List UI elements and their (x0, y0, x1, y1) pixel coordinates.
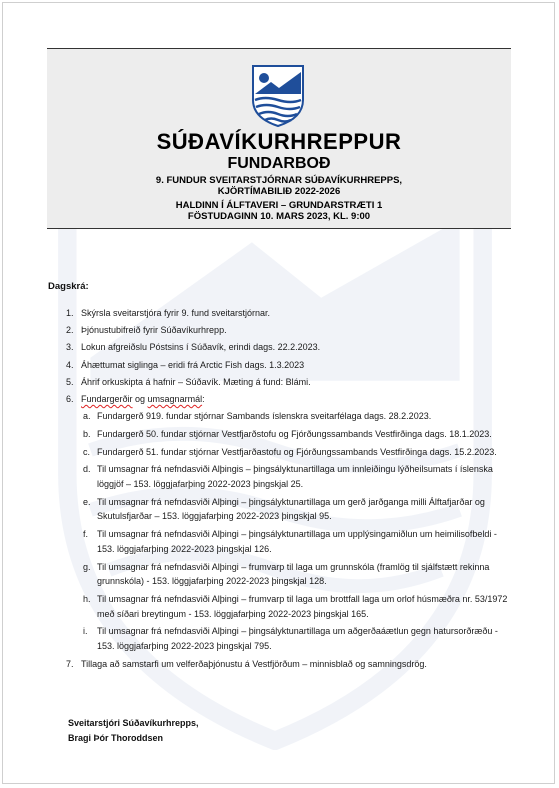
item-text: Áhrif orkuskipta á hafnir – Súðavík. Mæting á fund: Blámi. (81, 376, 311, 387)
meeting-line-1: 9. FUNDUR SVEITARSTJÓRNAR SÚÐAVÍKURHREPPS, (155, 175, 403, 186)
sub-list-item (48, 427, 516, 442)
list-item (48, 306, 516, 321)
meeting-line-3: HALDINN Í ÁLFTAVERI – GRUNDARSTRÆTI 1 (175, 200, 383, 211)
sub-item-letter: g. (83, 561, 91, 572)
sub-item-letter: i. (83, 626, 88, 637)
meeting-line-4: FÖSTUDAGINN 10. MARS 2023, KL. 9:00 (187, 211, 371, 222)
sub-item-letter: h. (83, 593, 91, 604)
item-number: 6. (66, 393, 74, 404)
item-text-minutes: Fundargerðir (81, 393, 133, 404)
sub-item-text: Fundargerð 51. fundar stjórnar Vestfjarðastofu og Fjórðungssambands Vestfirðinga dags. 15.2.2023. (97, 446, 497, 457)
sub-item-letter: c. (83, 446, 91, 457)
meeting-line-2: KJÖRTÍMABILIÐ 2022-2026 (217, 186, 341, 197)
item-text-colon: : (202, 393, 205, 404)
list-item (48, 375, 516, 390)
signature-role: Sveitarstjóri Súðavíkurhrepps, (68, 718, 199, 728)
sub-item-letter: b. (83, 428, 91, 439)
sub-list-item (48, 409, 516, 424)
sub-list-item (48, 495, 516, 524)
sub-list-item (48, 560, 516, 589)
sub-item-text: Til umsagnar frá nefndasviði Alþingi – frumvarp til laga um brottfall laga um orlof húsmæðra nr. 53/1972 með síðari breytingum - 153. löggjafarþing 2022-2023 þingskjal 165. (97, 593, 508, 619)
list-item (48, 340, 516, 355)
list-item (48, 358, 516, 373)
item-text: Tillaga að samstarfi um velferðaþjónustu á Vestfjörðum – minnisblað og samningsdrög. (81, 658, 427, 669)
municipality-title: SÚÐAVÍKURHREPPUR (156, 129, 402, 154)
sub-item-letter: e. (83, 496, 91, 507)
signature-block (68, 716, 199, 746)
sub-item-text: Fundargerð 50. fundar stjórnar Vestfjarðstofu og Fjórðungssambands Vestfirðinga dags. 18.1.2023. (97, 428, 492, 439)
crest-logo-icon (251, 64, 305, 128)
signature-name: Bragi Þór Thoroddsen (68, 733, 164, 743)
item-number: 5. (66, 376, 74, 387)
letterhead (47, 48, 511, 229)
list-item (48, 323, 516, 338)
sub-list-item (48, 527, 516, 556)
item-number: 1. (66, 308, 74, 318)
sub-item-letter: a. (83, 411, 91, 422)
sub-list-item (48, 445, 516, 460)
agenda-list (48, 306, 516, 674)
agenda-heading: Dagskrá: (48, 281, 89, 292)
sub-list-item (48, 624, 516, 653)
item-text: Þjónustubifreið fyrir Súðavíkurhrepp. (81, 325, 227, 336)
item-text: Áhættumat siglinga – eridi frá Arctic Fish dags. 1.3.2023 (81, 359, 305, 370)
list-item (48, 392, 516, 407)
list-item (48, 657, 516, 672)
sub-item-letter: f. (83, 529, 89, 540)
sub-list-item (48, 592, 516, 621)
sub-item-text: Til umsagnar frá nefndasviði Alþingi – þingsályktunartillaga um gerð jarðganga milli Álftafjarðar og Skutulsfjarðar – 153. löggjafarþing 2022-2023 þingskjal 95. (97, 496, 485, 522)
sub-item-text: Fundargerð 919. fundar stjórnar Sambands íslenskra sveitarfélaga dags. 28.2.2023. (97, 411, 432, 422)
sub-item-text: Til umsagnar frá nefndasviði Alþingis – þingsályktunartillaga um innleiðingu lýðheilsumats í íslenska löggjöf – 153. löggjafarþing 2022-2023 þingskjal 25. (97, 464, 493, 490)
item-text: Lokun afgreiðslu Póstsins í Súðavík, erindi dags. 22.2.2023. (81, 342, 321, 353)
item-number: 2. (66, 325, 74, 336)
sub-item-text: Til umsagnar frá nefndasviði Alþingi – þingsályktunartillaga um aðgerðaáætlun gegn hatursorðræðu - 153. löggjafarþing 2022-2023 þingskjal 795. (97, 626, 498, 651)
document-subtitle: FUNDARBOÐ (227, 155, 331, 172)
sub-list-item (48, 462, 516, 491)
sub-item-text: Til umsagnar frá nefndasviði Alþingi – frumvarp til laga um grunnskóla (framlög til sjálfstætt rekinna grunnskóla) - 153. löggjafarþing 2022-2023 þingskjal 128. (97, 561, 490, 587)
sub-item-letter: d. (83, 464, 91, 475)
item-number: 7. (66, 658, 74, 669)
item-text-reviews: umsagnarmál (147, 393, 203, 404)
item-number: 3. (66, 342, 74, 353)
item-text-and: og (132, 393, 148, 404)
sub-item-text: Til umsagnar frá nefndasviði Alþingi – þingsályktunartillaga um upplýsingamiðlun um heimilisofbeldi - 153. löggjafarþing 2022-2023 þingskjal 126. (97, 529, 497, 554)
item-number: 4. (66, 359, 74, 370)
item-text: Skýrsla sveitarstjóra fyrir 9. fund sveitarstjórnar. (81, 308, 271, 318)
